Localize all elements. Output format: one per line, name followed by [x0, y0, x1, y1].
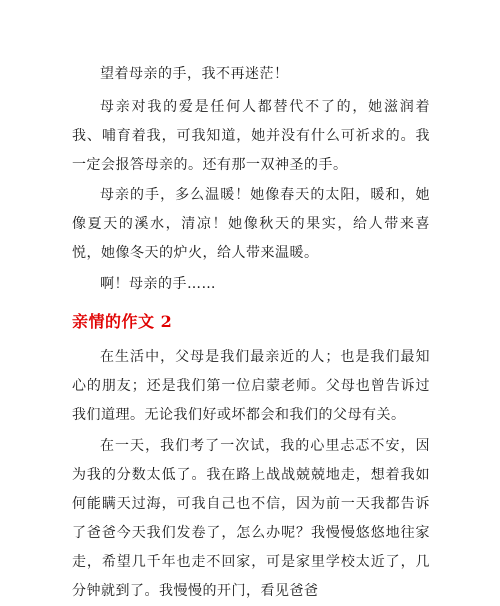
paragraph: 母亲对我的爱是任何人都替代不了的，她滋润着我、哺育着我，可我知道，她并没有什么可祈求的。我一定会报答母亲的。还有那一双神圣的手。 — [72, 99, 430, 173]
paragraph: 望着母亲的手，我不再迷茫！ — [100, 66, 289, 82]
paragraph: 在生活中，父母是我们最亲近的人；也是我们最知心的朋友；还是我们第一位启蒙老师。父母也曾告诉过我们道理。无论我们好或坏都会和我们的父母有关。 — [72, 349, 430, 423]
section-heading: 亲情的作文 2 — [72, 312, 173, 331]
paragraph: 在一天，我们考了一次试，我的心里忐忑不安，因为我的分数太低了。我在路上战战兢兢地走，想着我如何能瞒天过海，可我自己也不信，因为前一天我都告诉了爸爸今天我们发卷了，怎么办呢？我慢慢悠悠地往家走，希望几千年也走不回家，可是家里学校太近了，几分钟就到了。我慢慢的开门，看见爸爸 — [72, 438, 430, 599]
paragraph: 啊！母亲的手…… — [100, 276, 216, 292]
paragraph: 母亲的手，多么温暖！她像春天的太阳，暖和，她像夏天的溪水，清凉！她像秋天的果实，给人带来喜悦，她像冬天的炉火，给人带来温暖。 — [72, 187, 430, 261]
